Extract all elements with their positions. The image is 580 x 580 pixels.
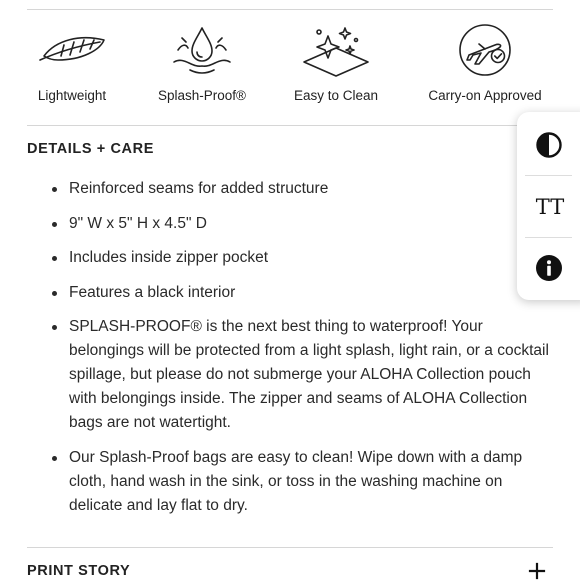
airplane-check-icon: [447, 22, 523, 78]
feature-label-splash-proof: Splash-Proof®: [158, 88, 246, 103]
list-item: Reinforced seams for added structure: [27, 177, 557, 201]
info-icon: [535, 254, 563, 282]
list-item: SPLASH-PROOF® is the next best thing to waterproof! Your belongings will be protected from a light splash, light rain, or a cocktail spillage, but please do not submerge your ALOHA Collection pouch with belongings inside. The zipper and seams of ALOHA Collection bags are not watertight.: [27, 315, 557, 435]
details-care-heading: DETAILS + CARE: [27, 141, 154, 157]
contrast-icon: [535, 131, 563, 159]
accessibility-toolbar: [517, 112, 580, 300]
list-item: 9" W x 5" H x 4.5" D: [27, 212, 557, 236]
feature-label-easy-to-clean: Easy to Clean: [293, 88, 379, 103]
feature-icons-row: [0, 22, 580, 118]
list-item: Features a black interior: [27, 281, 557, 305]
info-button[interactable]: [517, 238, 580, 298]
plus-icon[interactable]: [528, 562, 546, 580]
feature-carry-on-approved: [415, 22, 555, 103]
contrast-button[interactable]: [517, 115, 580, 175]
feature-label-lightweight: Lightweight: [37, 88, 107, 103]
section-divider: [27, 125, 553, 126]
sparkle-clean-icon: [298, 22, 374, 78]
section-divider: [27, 547, 553, 548]
feature-lightweight: [2, 22, 142, 103]
feather-icon: [34, 22, 110, 78]
feature-splash-proof: [132, 22, 272, 103]
water-drop-splash-icon: [164, 22, 240, 78]
text-size-icon: [535, 192, 565, 220]
feature-label-carry-on-approved: Carry-on Approved: [428, 88, 542, 103]
top-divider: [27, 9, 553, 10]
text-size-label: TT: [535, 195, 565, 219]
feature-easy-to-clean: [266, 22, 406, 103]
list-item: Our Splash-Proof bags are easy to clean! Wipe down with a damp cloth, hand wash in the sink, or toss in the washing machine on delicate and lay flat to dry.: [27, 446, 557, 518]
print-story-toggle[interactable]: PRINT STORY: [27, 563, 131, 579]
details-care-list: [27, 177, 557, 528]
text-size-button[interactable]: [517, 176, 580, 236]
list-item: Includes inside zipper pocket: [27, 246, 557, 270]
